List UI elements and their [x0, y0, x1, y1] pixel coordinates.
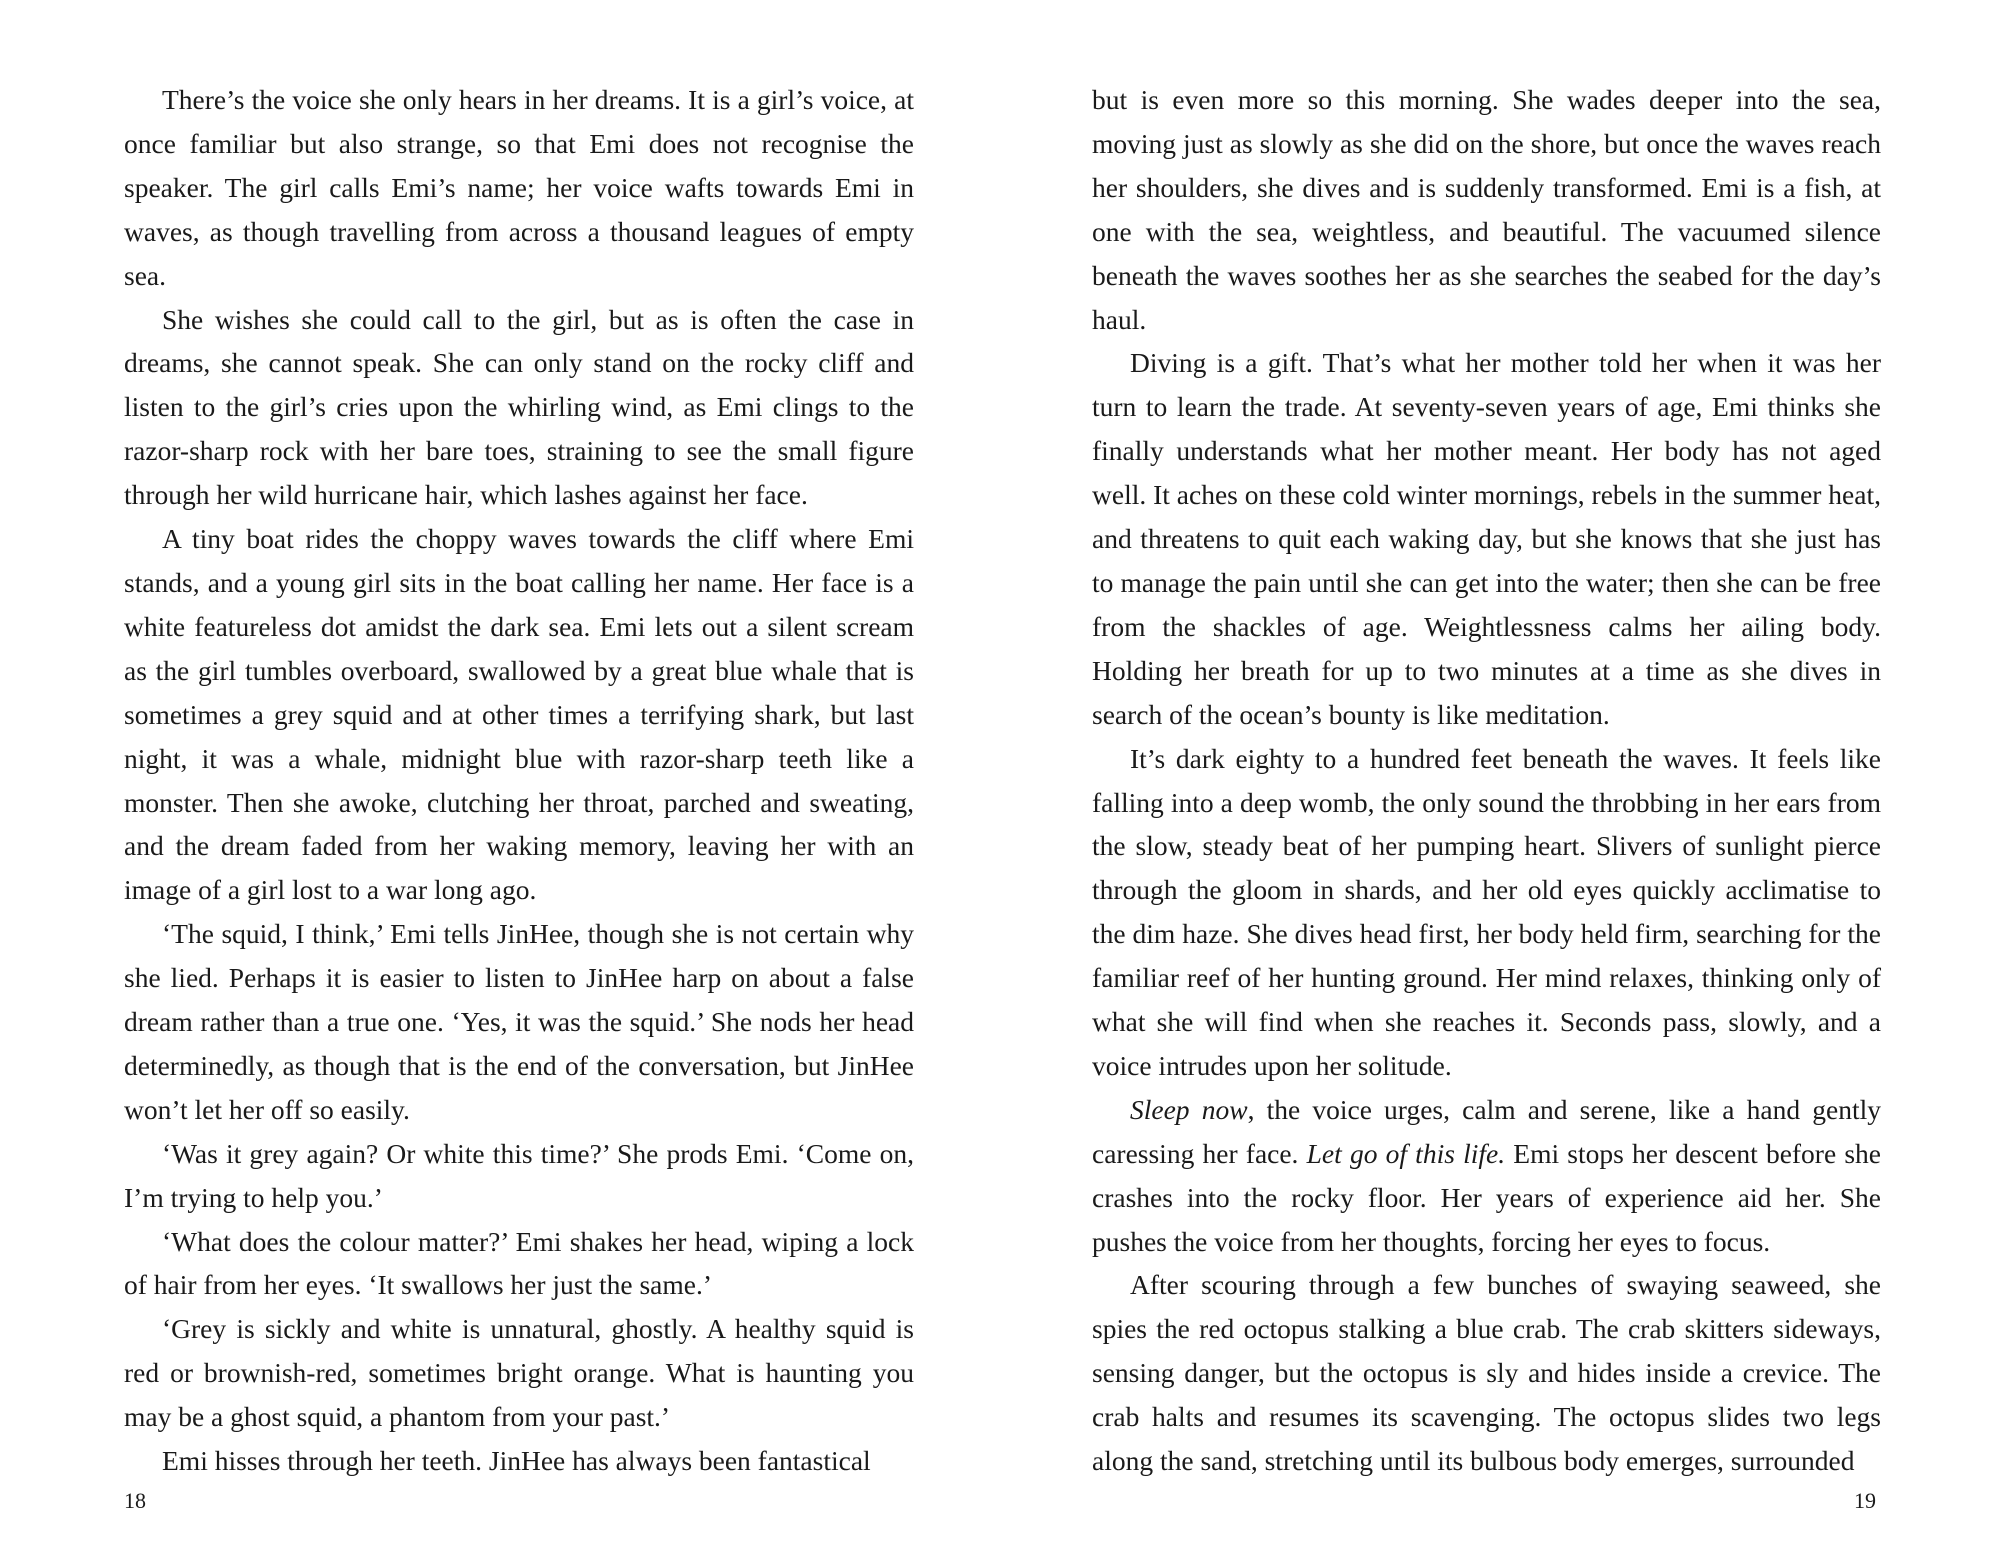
- paragraph: ‘The squid, I think,’ Emi tells JinHee, though she is not certain why she lied. Perhaps it is easier to listen to JinHee harp on about a false dream rather than a true one. ‘Yes, it was the squid.’ She nods her head determinedly, as though that is the end of the conversation, but JinHee won’t let her off so easily.: [124, 918, 914, 1125]
- paragraph: Emi hisses through her teeth. JinHee has always been fantastical: [162, 1445, 871, 1477]
- paragraph: Diving is a gift. That’s what her mother told her when it was her turn to learn the trade. At seventy-seven years of age, Emi thinks she finally understands what her mother meant. Her body has not aged well. It aches on these cold winter mornings, rebels in the summer heat, and threatens to quit each waking day, but she knows that she just has to manage the pain until she can get into the water; then she can be free from the shackles of age. Weightlessness calms her ailing body. Holding her breath for up to two minutes at a time as she dives in search of the ocean’s bounty is like meditation.: [1092, 347, 1881, 730]
- paragraph: ‘Was it grey again? Or white this time?’ She prods Emi. ‘Come on, I’m trying to help you.’: [124, 1137, 914, 1213]
- paragraph: It’s dark eighty to a hundred feet beneath the waves. It feels like falling into a deep womb, the only sound the throbbing in her ears from the slow, steady beat of her pumping heart. Slivers of sunlight pierce through the gloom in shards, and her old eyes quickly acclimatise to the dim haze. She dives head first, her body held firm, searching for the familiar reef of her hunting ground. Her mind relaxes, thinking only of what she will find when she reaches it. Seconds pass, slowly, and a voice intrudes upon her solitude.: [1092, 742, 1881, 1081]
- paragraph-voice: [1092, 1088, 1881, 1264]
- paragraph-continuation: but is even more so this morning. She wades deeper into the sea, moving just as slowly as she did on the shore, but once the waves reach her shoulders, she dives and is suddenly transformed. Emi is a fish, at one with the sea, weightless, and beautiful. The vacuumed silence beneath the waves soothes her as she searches the seabed for the day’s haul.: [1092, 84, 1881, 335]
- right-page-text: [1092, 78, 1881, 1483]
- page-number: 19: [1854, 1488, 1876, 1513]
- paragraph-text: , the voice urges, calm and serene, like a hand gently caressing her face.: [1092, 1093, 1881, 1169]
- left-page-text: [124, 78, 914, 1483]
- paragraph: ‘Grey is sickly and white is unnatural, ghostly. A healthy squid is red or brownish-red, sometimes bright orange. What is haunting you may be a ghost squid, a phantom from your past.’: [124, 1313, 914, 1433]
- paragraph-text: Emi stops her descent before she crashes into the rocky floor. Her years of experience aid her. She pushes the voice from her thoughts, forcing her eyes to focus.: [1092, 1137, 1882, 1257]
- paragraph: ‘What does the colour matter?’ Emi shakes her head, wiping a lock of hair from her eyes. ‘It swallows her just the same.’: [124, 1225, 914, 1301]
- paragraph: After scouring through a few bunches of swaying seaweed, she spies the red octopus stalking a blue crab. The crab skitters sideways, sensing danger, but the octopus is sly and hides inside a crevice. The crab halts and resumes its scavenging. The octopus slides two legs along the sand, stretching until its bulbous body emerges, surrounded: [1092, 1269, 1881, 1477]
- paragraph: She wishes she could call to the girl, but as is often the case in dreams, she cannot speak. She can only stand on the rocky cliff and listen to the girl’s cries upon the whirling wind, as Emi clings to the razor-sharp rock with her bare toes, straining to see the small figure through her wild hurricane hair, which lashes against her face.: [124, 303, 914, 511]
- italic-phrase: Let go of this life.: [1306, 1137, 1506, 1169]
- page-number: 18: [124, 1488, 146, 1513]
- italic-phrase: Sleep now: [1130, 1093, 1248, 1125]
- paragraph: A tiny boat rides the choppy waves towards the cliff where Emi stands, and a young girl sits in the boat calling her name. Her face is a white featureless dot amidst the dark sea. Emi lets out a silent scream as the girl tumbles overboard, swallowed by a great blue whale that is sometimes a grey squid and at other times a terrifying shark, but last night, it was a whale, midnight blue with razor-sharp teeth like a monster. Then she awoke, clutching her throat, parched and sweating, and the dream faded from her waking memory, leaving her with an image of a girl lost to a war long ago.: [124, 523, 914, 906]
- paragraph: There’s the voice she only hears in her dreams. It is a girl’s voice, at once familiar but also strange, so that Emi does not recognise the speaker. The girl calls Emi’s name; her voice wafts towards Emi in waves, as though travelling from across a thousand leagues of empty sea.: [124, 84, 914, 291]
- right-page: [1000, 0, 2000, 1562]
